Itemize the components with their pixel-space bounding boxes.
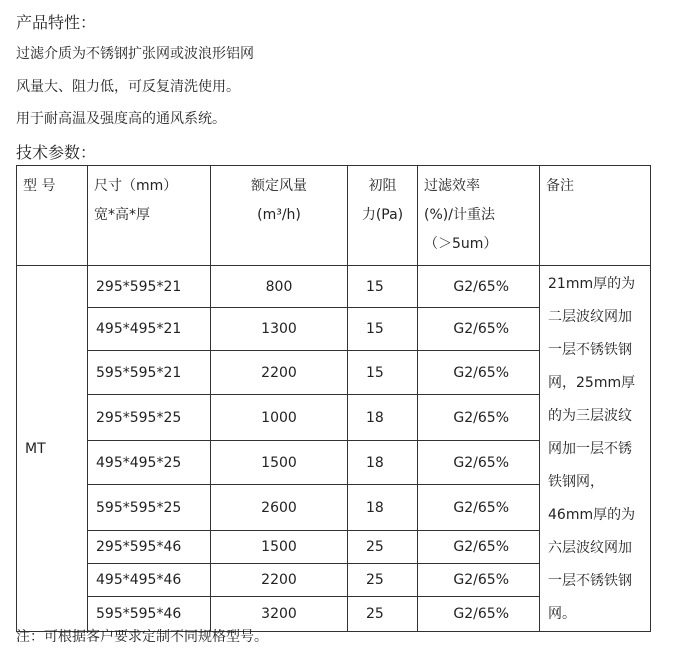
footer-note: 注：可根据客户要求定制不同规格型号。 — [16, 629, 268, 645]
features-heading: 产品特性： — [16, 13, 97, 32]
resistance-cell: 18 — [348, 485, 418, 531]
remark-line: 21mm厚的为 — [548, 276, 636, 292]
airflow-cell: 1500 — [211, 531, 348, 564]
remark-line: 的为三层波纹 — [548, 408, 632, 424]
header-note: 备注 — [540, 166, 651, 266]
size-cell: 495*495*25 — [88, 441, 211, 485]
resistance-cell: 25 — [348, 564, 418, 597]
resistance-cell: 25 — [348, 597, 418, 632]
efficiency-cell: G2/65% — [418, 531, 540, 564]
header-size: 尺寸（mm） 宽*高*厚 — [88, 166, 211, 266]
table-header-row — [17, 166, 651, 266]
spec-table — [16, 165, 651, 632]
airflow-cell: 3200 — [211, 597, 348, 632]
efficiency-cell: G2/65% — [418, 308, 540, 351]
size-cell: 595*595*46 — [88, 597, 211, 632]
remark-line: 网，25mm厚 — [548, 375, 636, 391]
airflow-cell: 1300 — [211, 308, 348, 351]
remark-cell — [540, 266, 651, 632]
airflow-cell: 2200 — [211, 351, 348, 395]
size-cell: 495*495*46 — [88, 564, 211, 597]
resistance-cell: 15 — [348, 266, 418, 308]
remark-line: 一层不锈铁钢 — [548, 342, 632, 358]
efficiency-cell: G2/65% — [418, 485, 540, 531]
size-cell: 595*595*21 — [88, 351, 211, 395]
feature-line-3: 用于耐高温及强度高的通风系统。 — [16, 111, 226, 127]
model-cell: MT — [17, 266, 88, 632]
header-model: 型 号 — [17, 166, 88, 266]
resistance-cell: 15 — [348, 308, 418, 351]
remark-line: 46mm厚的为 — [548, 507, 636, 523]
feature-line-1: 过滤介质为不锈钢扩张网或波浪形铝网 — [16, 46, 254, 62]
header-efficiency: 过滤效率 (%)/计重法 （＞5um） — [418, 166, 540, 266]
efficiency-cell: G2/65% — [418, 441, 540, 485]
efficiency-cell: G2/65% — [418, 564, 540, 597]
airflow-cell: 1000 — [211, 395, 348, 441]
header-resistance: 初阻 力(Pa) — [348, 166, 418, 266]
table-row — [17, 266, 651, 308]
header-airflow: 额定风量 (m³/h) — [211, 166, 348, 266]
resistance-cell: 18 — [348, 395, 418, 441]
feature-line-2: 风量大、阻力低，可反复清洗使用。 — [16, 79, 240, 95]
size-cell: 595*595*25 — [88, 485, 211, 531]
remark-line: 六层波纹网加 — [548, 540, 632, 556]
size-cell: 295*595*46 — [88, 531, 211, 564]
resistance-cell: 25 — [348, 531, 418, 564]
resistance-cell: 15 — [348, 351, 418, 395]
remark-line: 二层波纹网加 — [548, 309, 632, 325]
remark-line: 网加一层不锈 — [548, 441, 632, 457]
params-heading: 技术参数： — [16, 143, 97, 162]
airflow-cell: 2600 — [211, 485, 348, 531]
airflow-cell: 800 — [211, 266, 348, 308]
remark-line: 一层不锈铁钢 — [548, 573, 632, 589]
airflow-cell: 2200 — [211, 564, 348, 597]
efficiency-cell: G2/65% — [418, 351, 540, 395]
remark-line: 铁钢网， — [548, 474, 604, 490]
airflow-cell: 1500 — [211, 441, 348, 485]
size-cell: 495*495*21 — [88, 308, 211, 351]
size-cell: 295*595*25 — [88, 395, 211, 441]
size-cell: 295*595*21 — [88, 266, 211, 308]
resistance-cell: 18 — [348, 441, 418, 485]
remark-line: 网。 — [548, 606, 576, 622]
efficiency-cell: G2/65% — [418, 266, 540, 308]
efficiency-cell: G2/65% — [418, 597, 540, 632]
efficiency-cell: G2/65% — [418, 395, 540, 441]
